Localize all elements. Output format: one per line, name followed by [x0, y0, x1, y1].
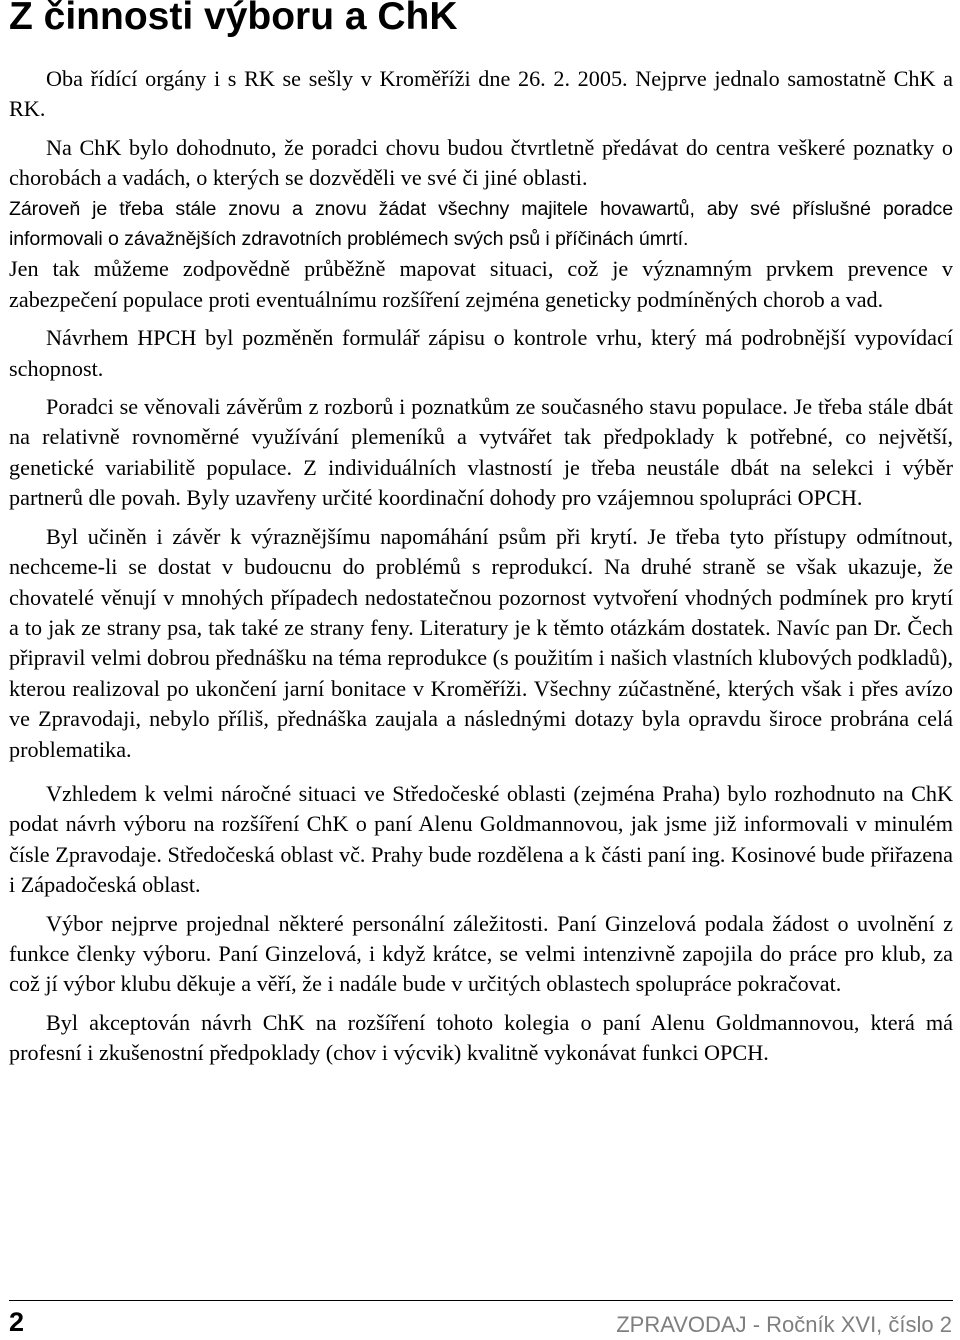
footer-divider [9, 1300, 953, 1301]
page-title: Z činnosti výboru a ChK [9, 0, 458, 38]
paragraph-personnel: Výbor nejprve projednal některé personální záležitosti. Paní Ginzelová podala žádost o uvolnění z funkce členky výboru. Paní Ginzelová, i když krátce, se velmi intenzivně zapojila do práce pro klub, za což jí výbor klubu děkuje a věří, že i nadále bude v určitých oblastech spolupráce pokračovat. [9, 910, 953, 997]
article-body [9, 64, 953, 1077]
paragraph-chk-extension: Byl akceptován návrh ChK na rozšíření tohoto kolegia o paní Alenu Goldmannovou, která má profesní i zkušenostní předpoklady (chov i výcvik) kvalitně vykonávat funkci OPCH. [9, 1009, 953, 1066]
publication-name: ZPRAVODAJ - Ročník XVI, číslo 2 [616, 1312, 952, 1337]
paragraph-mapping: Jen tak můžeme zodpovědně průběžně mapovat situaci, což je významným prvkem prevence v zabezpečení populace proti eventuálnímu rozšíření zejména geneticky podmíněných chorob a vad. [9, 256, 953, 312]
paragraph-advisors: Poradci se věnovali závěrům z rozborů i poznatkům ze současného stavu populace. Je třeba stále dbát na relativně rovnoměrné využívání plemeníků a vytvářet tak předpoklady k potřebné, co největší, genetické variabilitě populace. Z individuálních vlastností je třeba neustále dbát na selekci i výběr partnerů dle povah. Byly uzavřeny určité koordinační dohody pro vzájemnou spolupráci OPCH. [9, 394, 953, 511]
paragraph-chk-agreement: Na ChK bylo dohodnuto, že poradci chovu budou čtvrtletně předávat do centra veškeré poznatky o chorobách a vadách, o kterých se dozvěděli ve své či jiné oblasti. [9, 134, 953, 191]
paragraph-owners-request: Zároveň je třeba stále znovu a znovu žádat všechny majitele hovawartů, aby své příslušné poradce informovali o závažnějších zdravotních problémech svých psů i příčinách úmrtí. [9, 197, 953, 251]
paragraph-intro: Oba řídící orgány i s RK se sešly v Kroměříži dne 26. 2. 2005. Nejprve jednalo samostatně ChK a RK. [9, 66, 953, 122]
paragraph-central-region: Vzhledem k velmi náročné situaci ve Středočeské oblasti (zejména Praha) bylo rozhodnuto na ChK podat návrh výboru na rozšíření ChK o paní Alenu Goldmannovou, jak jsme již informovali v minulém čísle Zpravodaje. Středočeská oblast vč. Prahy bude rozdělena a k části paní ing. Kosinové bude přiřazena i Západočeská oblast. [9, 780, 953, 898]
paragraph-hpch-form: Návrhem HPCH byl pozměněn formulář zápisu o kontrole vrhu, který má podrobnější vypovídací schopnost. [9, 325, 953, 381]
page-number: 2 [9, 1307, 25, 1337]
paragraph-mating: Byl učiněn i závěr k výraznějšímu napomáhání psům při krytí. Je třeba tyto přístupy odmítnout, nechceme-li se dostat v budoucnu do problémů s reprodukcí. Na druhé straně se však ukazuje, že chovatelé věnují v mnohých případech nedostatečnou pozornost vytvoření vhodných podmínek pro krytí a to jak ze strany psa, tak také ze strany feny. Literatury je k těmto otázkám dostatek. Navíc pan Dr. Čech připravil velmi dobrou přednášku na téma reprodukce (s použitím i našich vlastních klubových podkladů), kterou realizoval po ukončení jarní bonitace v Kroměříži. Všechny zúčastněné, kterých však i přes avízo ve Zpravodaji, nebylo příliš, přednáška zaujala a následnými dotazy byla opravdu široce probrána celá problematika. [9, 523, 953, 762]
